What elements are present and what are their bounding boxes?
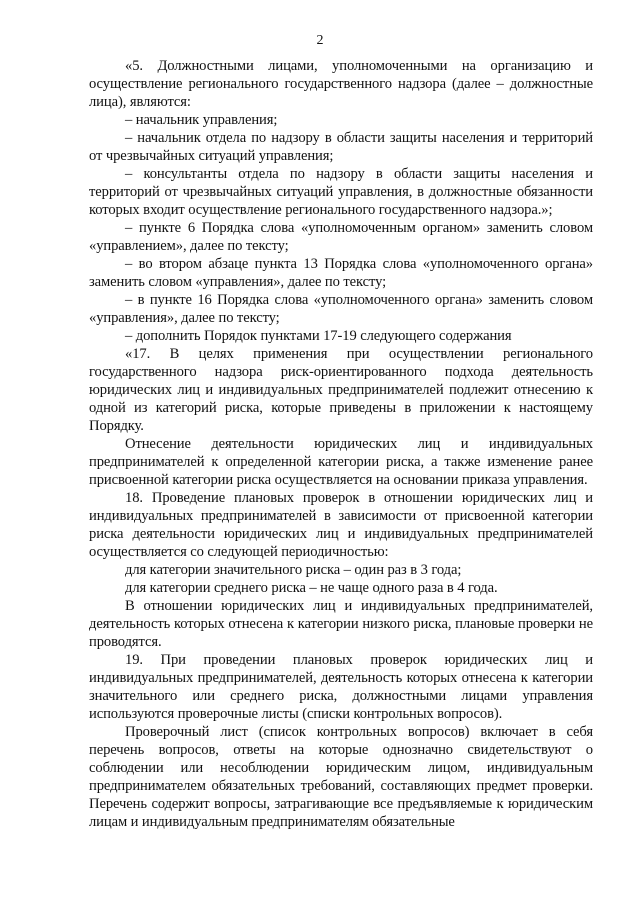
paragraph-head-of-supervision-division: – начальник отдела по надзору в области защиты населения и территорий от чрезвычайных ситуаций управления; [89, 130, 593, 164]
page-number: 2 [316, 33, 324, 48]
paragraph-checklist: Проверочный лист (список контрольных вопросов) включает в себя перечень вопросов, ответы на которые однозначно свидетельствуют о соблюдении или несоблюдении юридическим лицом, индивидуальным предпринимателем обязательных требований, составляющих предмет проверки. Перечень содержит вопросы, затрагивающие все предъявляемые к юридическим лицам и индивидуальным предпринимателям обязательные [89, 724, 593, 830]
document-body [89, 57, 593, 831]
paragraph-add-points-17-19: – дополнить Порядок пунктами 17-19 следующего содержания [125, 328, 512, 344]
paragraph-amend-point-16: – в пункте 16 Порядка слова «уполномоченного органа» заменить словом «управления», далее по тексту; [89, 292, 593, 326]
paragraph-amend-point-13: – во втором абзаце пункта 13 Порядка слова «уполномоченного органа» заменить словом «управления», далее по тексту; [89, 256, 593, 290]
paragraph-point-18: 18. Проведение плановых проверок в отношении юридических лиц и индивидуальных предпринимателей в зависимости от присвоенной категории риска деятельности юридических лиц и индивидуальных предпринимателей осуществляется со следующей периодичностью: [89, 490, 593, 560]
paragraph-medium-risk: для категории среднего риска – не чаще одного раза в 4 года. [125, 580, 498, 596]
paragraph-point-19: 19. При проведении плановых проверок юридических лиц и индивидуальных предпринимателей, деятельность которых отнесена к категории значительного или среднего риска, должностными лицами управления используются проверочные листы (списки контрольных вопросов). [89, 652, 593, 722]
paragraph-significant-risk: для категории значительного риска – один раз в 3 года; [125, 562, 462, 578]
paragraph-consultants: – консультанты отдела по надзору в области защиты населения и территорий от чрезвычайных ситуаций управления, в должностные обязанности которых входит осуществление регионального государственного надзора.»; [89, 166, 593, 218]
paragraph-head-of-department: – начальник управления; [125, 112, 278, 128]
paragraph-risk-category-assignment: Отнесение деятельности юридических лиц и индивидуальных предпринимателей к определенной категории риска, а также изменение ранее присвоенной категории риска осуществляется на основании приказа управления. [89, 436, 593, 488]
paragraph-officials-intro: «5. Должностными лицами, уполномоченными на организацию и осуществление регионального государственного надзора (далее – должностные лица), являются: [89, 58, 593, 110]
paragraph-amend-point-6: – пункте 6 Порядка слова «уполномоченным органом» заменить словом «управлением», далее по тексту; [89, 220, 593, 254]
paragraph-low-risk: В отношении юридических лиц и индивидуальных предпринимателей, деятельность которых отнесена к категории низкого риска, плановые проверки не проводятся. [89, 598, 593, 650]
paragraph-point-17: «17. В целях применения при осуществлении регионального государственного надзора риск-ориентированного подхода деятельность юридических лиц и индивидуальных предпринимателей подлежит отнесению к одной из категорий риска, которые приведены в приложении к настоящему Порядку. [89, 346, 593, 434]
